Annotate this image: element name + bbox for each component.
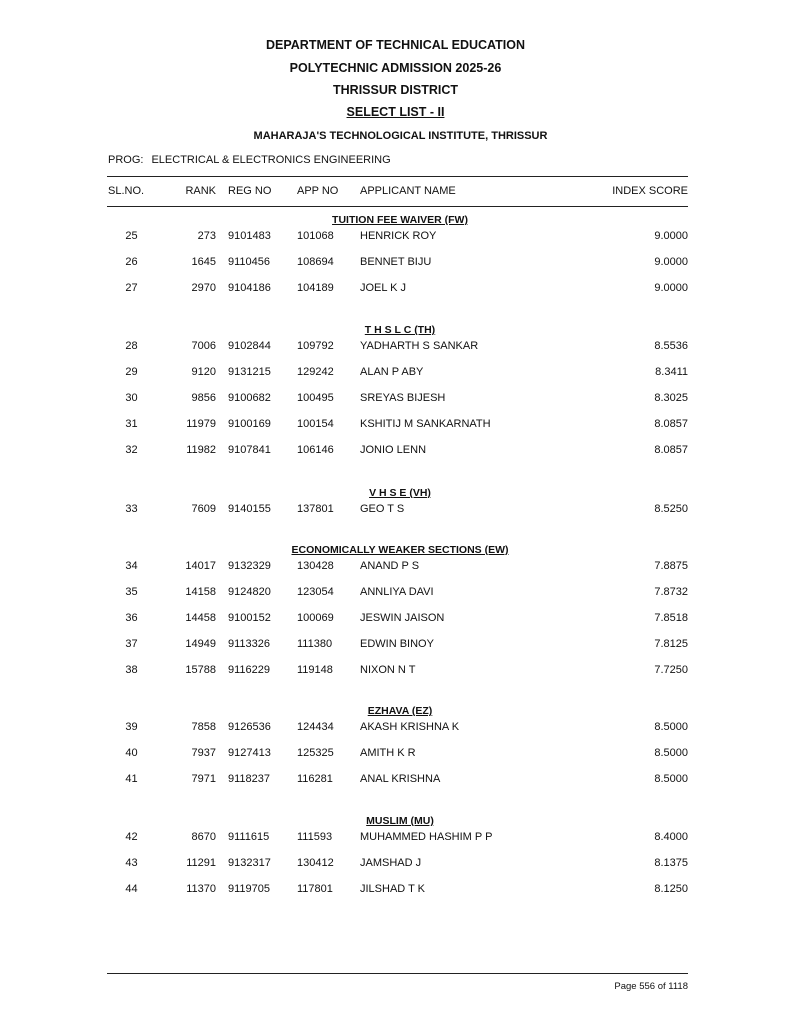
cell-sl: 27 xyxy=(125,282,138,294)
cell-index-score: 7.7250 xyxy=(654,664,688,676)
cell-reg-no: 9111615 xyxy=(228,831,270,843)
cell-rank: 273 xyxy=(197,230,216,242)
cell-applicant-name: ANAL KRISHNA xyxy=(360,773,441,785)
cell-app-no: 111380 xyxy=(297,638,333,650)
cell-rank: 9856 xyxy=(191,392,216,404)
table-header-rule xyxy=(107,206,688,207)
cell-rank: 11370 xyxy=(186,883,216,895)
cell-app-no: 119148 xyxy=(297,664,333,676)
cell-reg-no: 9110456 xyxy=(228,256,271,268)
cell-index-score: 9.0000 xyxy=(654,256,688,268)
cell-sl: 37 xyxy=(125,638,138,650)
cell-app-no: 100069 xyxy=(297,612,334,624)
cell-applicant-name: NIXON N T xyxy=(360,664,416,676)
cell-rank: 9120 xyxy=(191,366,216,378)
cell-index-score: 9.0000 xyxy=(654,230,688,242)
program-line xyxy=(108,154,391,166)
col-header-rank: RANK xyxy=(185,185,216,197)
cell-rank: 11982 xyxy=(186,444,216,456)
cell-sl: 36 xyxy=(125,612,138,624)
cell-rank: 14017 xyxy=(185,560,216,572)
cell-index-score: 8.5536 xyxy=(654,340,688,352)
cell-reg-no: 9124820 xyxy=(228,586,271,598)
cell-index-score: 7.8875 xyxy=(654,560,688,572)
cell-index-score: 8.0857 xyxy=(654,444,688,456)
cell-app-no: 108694 xyxy=(297,256,334,268)
cell-index-score: 9.0000 xyxy=(654,282,688,294)
cell-app-no: 104189 xyxy=(297,282,334,294)
cell-applicant-name: GEO T S xyxy=(360,503,405,515)
cell-app-no: 100495 xyxy=(297,392,334,404)
cell-applicant-name: ALAN P ABY xyxy=(360,366,424,378)
cell-rank: 2970 xyxy=(191,282,216,294)
col-header-name: APPLICANT NAME xyxy=(360,185,456,197)
cell-applicant-name: KSHITIJ M SANKARNATH xyxy=(360,418,491,430)
footer-rule xyxy=(107,973,688,974)
cell-app-no: 130428 xyxy=(297,560,334,572)
cell-index-score: 8.5000 xyxy=(654,773,688,785)
cell-reg-no: 9100169 xyxy=(228,418,271,430)
cell-sl: 32 xyxy=(125,444,138,456)
cell-app-no: 111593 xyxy=(297,831,333,843)
cell-index-score: 8.0857 xyxy=(654,418,688,430)
program-value: ELECTRICAL & ELECTRONICS ENGINEERING xyxy=(151,154,391,166)
cell-sl: 31 xyxy=(125,418,138,430)
cell-reg-no: 9118237 xyxy=(228,773,271,785)
program-label: PROG: xyxy=(108,154,144,166)
cell-reg-no: 9131215 xyxy=(228,366,271,378)
cell-applicant-name: MUHAMMED HASHIM P P xyxy=(360,831,493,843)
cell-applicant-name: BENNET BIJU xyxy=(360,256,432,268)
cell-app-no: 109792 xyxy=(297,340,334,352)
cell-app-no: 116281 xyxy=(297,773,333,785)
cell-sl: 38 xyxy=(125,664,138,676)
cell-app-no: 106146 xyxy=(297,444,334,456)
cell-reg-no: 9116229 xyxy=(228,664,271,676)
cell-applicant-name: JONIO LENN xyxy=(360,444,427,456)
cell-index-score: 8.5250 xyxy=(654,503,688,515)
cell-applicant-name: AKASH KRISHNA K xyxy=(360,721,460,733)
cell-sl: 28 xyxy=(125,340,138,352)
district-title: THRISSUR DISTRICT xyxy=(333,83,458,97)
cell-applicant-name: EDWIN BINOY xyxy=(360,638,434,650)
cell-sl: 43 xyxy=(125,857,138,869)
cell-applicant-name: ANAND P S xyxy=(360,560,420,572)
cell-app-no: 117801 xyxy=(297,883,333,895)
cell-index-score: 7.8732 xyxy=(654,586,688,598)
department-title: DEPARTMENT OF TECHNICAL EDUCATION xyxy=(265,38,526,52)
cell-sl: 34 xyxy=(125,560,138,572)
cell-rank: 14458 xyxy=(185,612,216,624)
cell-applicant-name: ANNLIYA DAVI xyxy=(360,586,434,598)
section-title: EZHAVA (EZ) xyxy=(367,705,433,717)
cell-app-no: 123054 xyxy=(297,586,334,598)
cell-applicant-name: JOEL K J xyxy=(360,282,407,294)
cell-index-score: 8.1375 xyxy=(654,857,688,869)
cell-app-no: 124434 xyxy=(297,721,334,733)
cell-reg-no: 9102844 xyxy=(228,340,271,352)
cell-rank: 7971 xyxy=(191,773,216,785)
cell-index-score: 7.8518 xyxy=(654,612,688,624)
cell-rank: 8670 xyxy=(191,831,216,843)
cell-sl: 29 xyxy=(125,366,138,378)
cell-rank: 15788 xyxy=(185,664,216,676)
cell-applicant-name: JAMSHAD J xyxy=(360,857,422,869)
cell-sl: 44 xyxy=(125,883,138,895)
table-top-rule xyxy=(107,176,688,177)
cell-sl: 42 xyxy=(125,831,138,843)
cell-reg-no: 9140155 xyxy=(228,503,271,515)
cell-applicant-name: JILSHAD T K xyxy=(360,883,426,895)
cell-index-score: 8.4000 xyxy=(654,831,688,843)
cell-index-score: 7.8125 xyxy=(654,638,688,650)
cell-index-score: 8.5000 xyxy=(654,721,688,733)
cell-sl: 41 xyxy=(125,773,138,785)
cell-app-no: 100154 xyxy=(297,418,334,430)
cell-rank: 7006 xyxy=(191,340,216,352)
cell-reg-no: 9127413 xyxy=(228,747,271,759)
cell-reg-no: 9100682 xyxy=(228,392,271,404)
cell-reg-no: 9104186 xyxy=(228,282,271,294)
cell-rank: 7858 xyxy=(191,721,216,733)
cell-applicant-name: SREYAS BIJESH xyxy=(360,392,446,404)
cell-reg-no: 9100152 xyxy=(228,612,271,624)
select-list-title: SELECT LIST - II xyxy=(346,105,445,119)
admission-title: POLYTECHNIC ADMISSION 2025-26 xyxy=(289,61,502,75)
page-number: Page 556 of 1118 xyxy=(614,981,688,992)
cell-sl: 40 xyxy=(125,747,138,759)
cell-rank: 11291 xyxy=(186,857,216,869)
cell-rank: 1645 xyxy=(191,256,216,268)
cell-reg-no: 9101483 xyxy=(228,230,271,242)
cell-app-no: 137801 xyxy=(297,503,334,515)
cell-index-score: 8.3025 xyxy=(654,392,688,404)
cell-applicant-name: JESWIN JAISON xyxy=(360,612,445,624)
cell-reg-no: 9126536 xyxy=(228,721,271,733)
cell-index-score: 8.3411 xyxy=(655,366,688,378)
cell-rank: 14158 xyxy=(185,586,216,598)
cell-reg-no: 9132329 xyxy=(228,560,271,572)
cell-sl: 39 xyxy=(125,721,138,733)
cell-applicant-name: HENRICK ROY xyxy=(360,230,437,242)
institute-name: MAHARAJA'S TECHNOLOGICAL INSTITUTE, THRISSUR xyxy=(253,130,548,142)
cell-sl: 35 xyxy=(125,586,138,598)
cell-index-score: 8.1250 xyxy=(654,883,688,895)
col-header-app: APP NO xyxy=(297,185,339,197)
cell-applicant-name: YADHARTH S SANKAR xyxy=(360,340,479,352)
section-title: ECONOMICALLY WEAKER SECTIONS (EW) xyxy=(291,544,509,556)
cell-app-no: 125325 xyxy=(297,747,334,759)
cell-app-no: 129242 xyxy=(297,366,334,378)
cell-reg-no: 9119705 xyxy=(228,883,271,895)
cell-rank: 7937 xyxy=(191,747,216,759)
cell-app-no: 101068 xyxy=(297,230,334,242)
section-title: TUITION FEE WAIVER (FW) xyxy=(332,214,468,226)
col-header-reg: REG NO xyxy=(228,185,272,197)
cell-app-no: 130412 xyxy=(297,857,334,869)
col-header-sl: SL.NO. xyxy=(108,185,145,197)
cell-applicant-name: AMITH K R xyxy=(360,747,416,759)
col-header-score: INDEX SCORE xyxy=(612,185,688,197)
cell-reg-no: 9132317 xyxy=(228,857,271,869)
cell-sl: 33 xyxy=(125,503,138,515)
cell-rank: 11979 xyxy=(186,418,216,430)
cell-sl: 30 xyxy=(125,392,138,404)
section-title: V H S E (VH) xyxy=(369,487,431,499)
cell-rank: 7609 xyxy=(191,503,216,515)
cell-reg-no: 9107841 xyxy=(228,444,271,456)
cell-rank: 14949 xyxy=(185,638,216,650)
cell-sl: 26 xyxy=(125,256,138,268)
cell-index-score: 8.5000 xyxy=(654,747,688,759)
section-title: MUSLIM (MU) xyxy=(366,815,434,827)
section-title: T H S L C (TH) xyxy=(364,324,436,336)
cell-sl: 25 xyxy=(125,230,138,242)
cell-reg-no: 9113326 xyxy=(228,638,271,650)
